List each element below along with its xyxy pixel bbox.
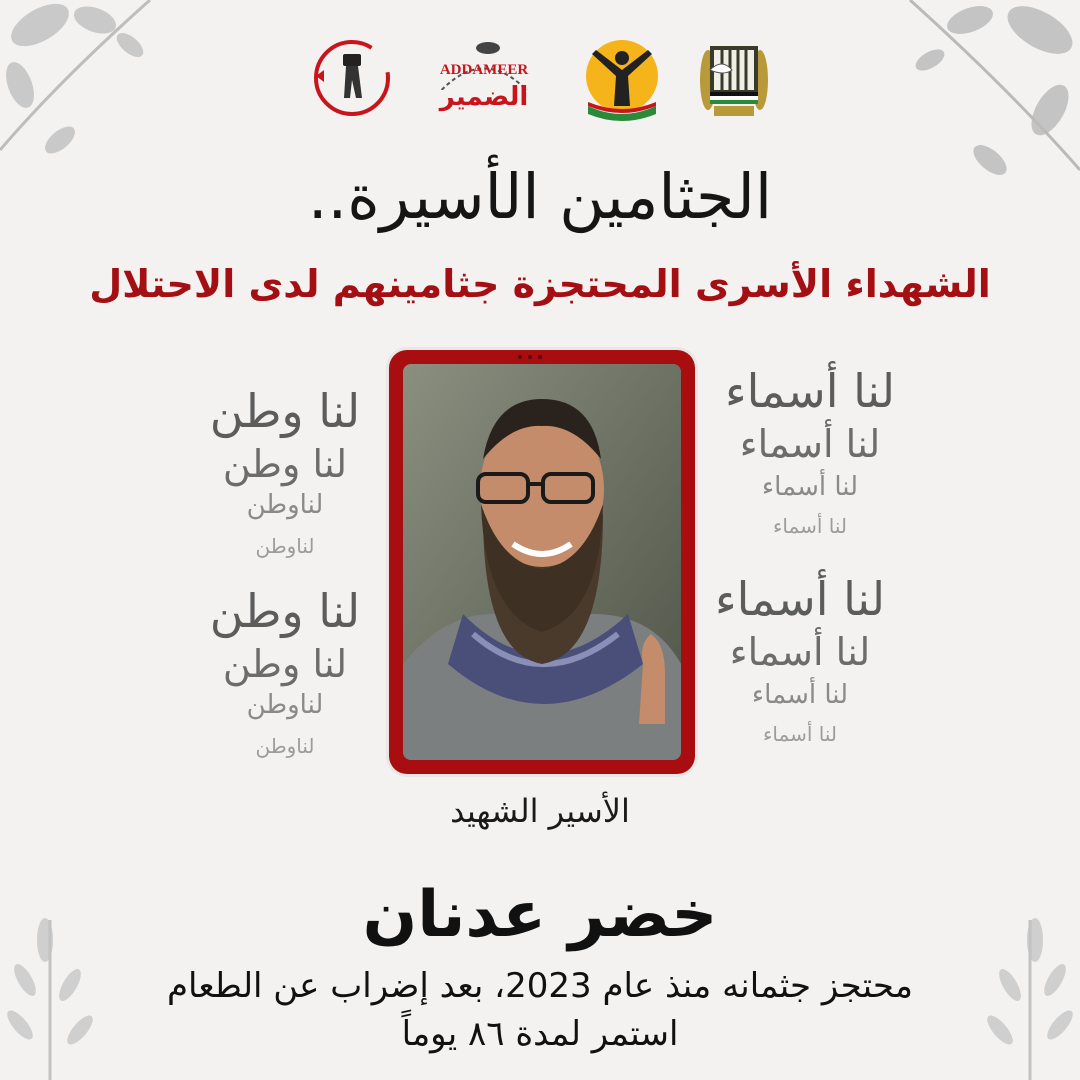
partner-logos [0,36,1080,126]
description [0,962,1080,1058]
left-word-4: لناوطن [255,534,315,558]
palestinian-prisoners-club-logo-icon [696,36,772,122]
addameer-text-ar: الضمير [439,82,529,112]
page-subtitle: الشهداء الأسرى المحتجزة جثامينهم لدى الاحتلال [89,262,991,306]
prisoners-fist-logo-icon [310,36,394,120]
tablet-camera-icon [516,355,544,359]
portrait-illustration-icon [403,364,681,760]
right-words-bottom [690,572,910,746]
left-word-5: لنا وطن [209,584,361,638]
left-word-2: لنا وطن [222,442,348,486]
left-word-8: لناوطن [255,734,315,758]
addameer-text-en: ADDAMEER [439,62,529,78]
left-words-top [190,384,380,558]
right-word-5: لنا أسماء [714,572,886,626]
left-word-3: لناوطن [246,490,324,520]
description-line-2: استمر لمدة ٨٦ يوماً [401,1014,679,1054]
right-word-7: لنا أسماء [751,680,849,710]
right-word-4: لنا أسماء [773,514,847,538]
left-words-bottom [190,584,380,758]
right-word-3: لنا أسماء [761,472,859,502]
right-word-6: لنا أسماء [729,630,871,674]
addameer-logo [418,36,550,120]
right-word-1: لنا أسماء [724,364,896,418]
left-word-7: لناوطن [246,690,324,720]
martyr-label: الأسير الشهيد [450,792,630,830]
page-title: الجثامين الأسيرة.. [307,160,773,233]
prisoners-commission-logo-icon [574,36,670,122]
martyr-portrait [403,364,681,760]
description-line-1: محتجز جثمانه منذ عام 2023، بعد إضراب عن الطعام [166,966,913,1006]
left-word-6: لنا وطن [222,642,348,686]
left-word-1: لنا وطن [209,384,361,438]
martyr-name: خضر عدنان [362,878,718,952]
right-word-2: لنا أسماء [739,422,881,466]
right-words-top [700,364,920,538]
right-word-8: لنا أسماء [763,722,837,746]
tablet-frame [389,350,695,774]
